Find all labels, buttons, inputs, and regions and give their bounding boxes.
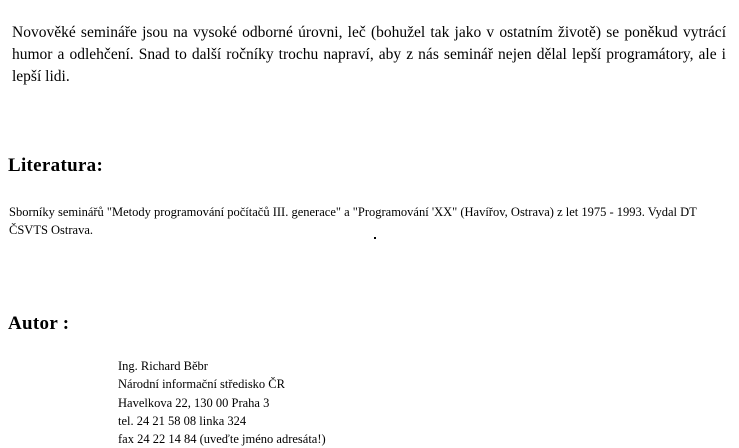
- author-fax: fax 24 22 14 84 (uveďte jméno adresáta!): [118, 432, 326, 446]
- author-name: Ing. Richard Běbr: [118, 359, 208, 373]
- author-organization: Národní informační středisko ČR: [118, 377, 285, 392]
- autor-heading: Autor :: [8, 312, 70, 334]
- literatura-paragraph: Sborníky seminářů "Metody programování počítačů III. generace" a "Programování 'XX" (Havířov, Ostrava) z let 1975 - 1993. Vydal DT ČSVTS Ostrava.: [9, 204, 697, 237]
- literatura-heading: Literatura:: [8, 154, 104, 176]
- stray-ink-dot: [374, 237, 376, 239]
- author-contact-block: [118, 357, 326, 448]
- intro-paragraph: Novověké semináře jsou na vysoké odborné úrovni, leč (bohužel tak jako v ostatním životě) se poněkud vytrácí humor a odlehčení. Snad to další ročníky trochu napraví, aby z nás seminář nejen dělal lepší programátory, ale i lepší lidi.: [12, 23, 726, 85]
- author-address: Havelkova 22, 130 00 Praha 3: [118, 395, 270, 410]
- author-phone: tel. 24 21 58 08 linka 324: [118, 413, 247, 428]
